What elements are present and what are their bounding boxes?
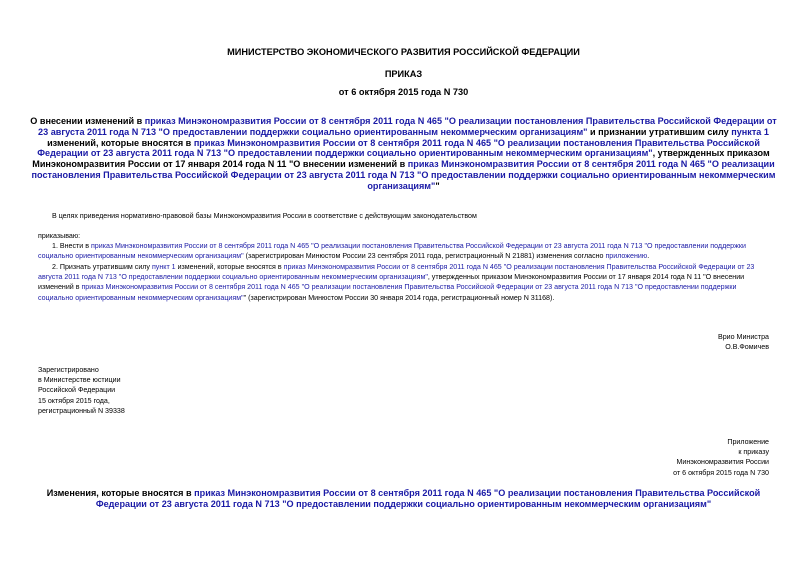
item1-link-order-465[interactable]: приказ Минэкономразвития России от 8 сентября 2011 года N 465 "О реализации постановления Правительства Российской Федерации от 23 августа 2011 года N 713 "О предоставлении поддержки социально ориентированным некоммерческим организациям" xyxy=(38,242,746,261)
order-item-1 xyxy=(38,241,773,261)
item2-link-order-465[interactable]: приказ Минэкономразвития России от 8 сентября 2011 года N 465 "О реализации постановления Правительства Российской Федерации от 23 августа 2011 года N 713 "О предоставлении поддержки социально ориентированным некоммерческим организациям" xyxy=(38,283,737,302)
registration-block xyxy=(38,365,125,416)
title-link-order-465[interactable]: приказ Минэкономразвития России от 8 сентября 2011 года N 465 "О реализации постановления Правительства Российской Федерации от 23 августа 2011 года N 713 "О предоставлении поддержки социально ориентированным некоммерческим организациям" xyxy=(38,116,777,137)
title-text: , утвержденных приказом Минэкономразвития России от 17 января 2014 года N 11 "О внесении изменений в xyxy=(32,148,770,170)
order-date-number: от 6 октября 2015 года N 730 xyxy=(338,87,469,97)
item-text: (зарегистрирован Минюстом России 23 сентября 2011 года, регистрационный N 21881) изменения согласно xyxy=(243,252,606,261)
title-text: " xyxy=(435,180,440,191)
appendix-header xyxy=(673,437,769,478)
appendix-line: Минэкономразвития России xyxy=(676,458,769,467)
registration-line: Зарегистрировано xyxy=(38,366,99,374)
item-text: 2. Признать утратившим силу xyxy=(52,263,152,271)
order-title xyxy=(30,116,777,192)
registration-line: Российской Федерации xyxy=(38,386,116,395)
item-text: , утвержденных приказом Минэкономразвития России от 17 января 2014 года N 11 "О внесении изменений в xyxy=(38,273,745,292)
item2-link-point-1[interactable]: пункт 1 xyxy=(151,263,176,271)
title-link-order-465[interactable]: приказ Минэкономразвития России от 8 сентября 2011 года N 465 "О реализации постановления Правительства Российской Федерации от 23 августа 2011 года N 713 "О предоставлении поддержки социально ориентированным некоммерческим организациям" xyxy=(37,137,760,159)
orders-word: приказываю: xyxy=(38,232,81,240)
item1-link-appendix[interactable]: приложению xyxy=(605,252,648,261)
changes-title-text: Изменения, которые вносятся в xyxy=(46,488,195,498)
ministry-heading: МИНИСТЕРСТВО ЭКОНОМИЧЕСКОГО РАЗВИТИЯ РОССИЙСКОЙ ФЕДЕРАЦИИ xyxy=(227,47,580,57)
appendix-line: к приказу xyxy=(738,448,769,457)
signer-name: О.В.Фомичев xyxy=(725,343,769,352)
signer-position: Врио Министра xyxy=(718,333,769,341)
registration-line: в Министерстве юстиции xyxy=(38,376,121,385)
title-link-point-1[interactable]: пункта 1 xyxy=(731,126,769,137)
item-text: . xyxy=(647,252,650,261)
appendix-line: от 6 октября 2015 года N 730 xyxy=(673,468,769,477)
title-text: изменений, которые вносятся в xyxy=(47,137,194,148)
item2-link-order-465[interactable]: приказ Минэкономразвития России от 8 сентября 2011 года N 465 "О реализации постановления Правительства Российской Федерации от 23 августа 2011 года N 713 "О предоставлении поддержки социально ориентированным некоммерческим организациям" xyxy=(38,263,755,282)
signature-block xyxy=(718,332,769,352)
order-item-2 xyxy=(38,262,773,303)
changes-title-link-order-465[interactable]: приказ Минэкономразвития России от 8 сентября 2011 года N 465 "О реализации постановления Правительства Российской Федерации от 23 августа 2011 года N 713 "О предоставлении поддержки социально ориентированным некоммерческим организациям" xyxy=(95,488,761,509)
preamble-paragraph: В целях приведения нормативно-правовой базы Минэкономразвития России в соответствие с действующим законодательством xyxy=(52,212,477,220)
registration-line: 15 октября 2015 года, xyxy=(38,396,110,405)
item-text: " (зарегистрирован Минюстом России 30 января 2014 года, регистрационный номер N 31168). xyxy=(243,293,555,302)
changes-title xyxy=(30,488,777,510)
item-text: 1. Внести в xyxy=(52,242,91,250)
document-type: ПРИКАЗ xyxy=(384,69,423,79)
item-text: изменений, которые вносятся в xyxy=(175,263,284,271)
title-link-order-465[interactable]: приказ Минэкономразвития России от 8 сентября 2011 года N 465 "О реализации постановления Правительства Российской Федерации от 23 августа 2011 года N 713 "О предоставлении поддержки социально ориентированным некоммерческим организациям" xyxy=(31,159,776,191)
title-text: и признании утратившим силу xyxy=(587,126,732,137)
title-text: О внесении изменений в xyxy=(30,116,145,126)
appendix-line: Приложение xyxy=(727,438,769,446)
registration-line: регистрационный N 39338 xyxy=(38,406,125,415)
